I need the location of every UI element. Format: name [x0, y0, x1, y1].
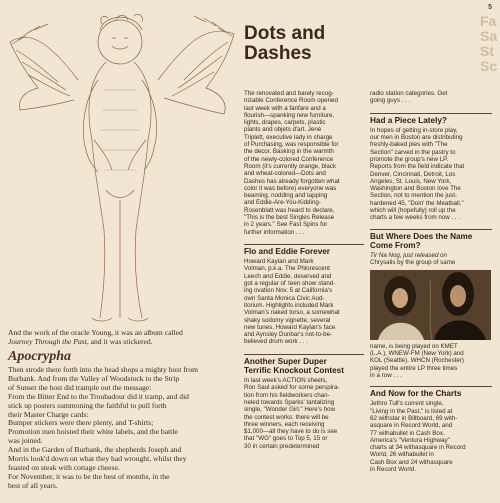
apocrypha-title: Apocrypha [8, 349, 71, 364]
apocrypha-line: Bumper stickers were there plenty, and T-shirts; [8, 418, 154, 428]
apocrypha-line: And in the Garden of Burbank, the shepherds Joseph and [8, 445, 182, 455]
apocrypha-line: of Sunset the host did trample out the message: [8, 382, 152, 392]
cherub-illustration [8, 0, 236, 328]
article-line: that "WG" goes to Top 5, 15 or [244, 435, 328, 443]
article-line: Volman's naked torso, a somewhat [244, 309, 340, 317]
article-line: Tir Na Nog, just released on [370, 252, 447, 260]
article-line: new tunes, Howard Kaylan's face [244, 323, 336, 331]
intro-line: And the work of the oracle Young, it was an album called [8, 328, 183, 337]
article-line: flourish—spanking new furniture, [244, 111, 335, 119]
article-line: Chrysalis by the group of same [370, 259, 456, 267]
article-line: got a regular ol' teen show stand- [244, 280, 336, 288]
article-line: three winners, each receiving [244, 420, 325, 428]
flo-and-eddie-article [244, 244, 364, 346]
article-line: Howard Kaylan and Mark [244, 258, 314, 266]
article-headline: Flo and Eddie Forever [244, 246, 330, 256]
article-line: 77 withabullet in Cash Box. [370, 429, 445, 437]
article-line: ing ovation Nov. 5 at California's [244, 287, 333, 295]
article-line: In hopes of getting in-store play, [370, 126, 458, 134]
article-headline: And Now for the Charts [370, 389, 462, 399]
article-headline: But Where Does the Name [370, 231, 473, 241]
article-line: tion from his fieldworkers chan- [244, 391, 330, 399]
headline-rule [370, 229, 492, 230]
article-line: Section" carved in the pastry to [370, 148, 456, 156]
article-line: Room (it's currently orange, black [244, 162, 336, 170]
pie-promo-article [370, 113, 492, 222]
article-line: charts a few weeks from now . . . [370, 214, 461, 222]
article-line: and Eddie-Are-You-Kidding- [244, 199, 321, 207]
album-title: Journey Through the Past [8, 337, 87, 346]
article-line: In last week's ACTION sheets, [244, 377, 328, 385]
article-line: Jethro Tull's current single, [370, 400, 444, 408]
heading-line: Dashes [244, 43, 312, 64]
article-line: "Living in the Past," is listed at [370, 407, 453, 415]
contest-article [244, 354, 364, 450]
article-line: Volman, p.k.a. The Phlorescent [244, 265, 330, 273]
apocrypha-line: their Master Charge cards: [8, 409, 89, 419]
article-line: promote the group's new LP. [370, 155, 449, 163]
article-line: and wheat-colored—Dots and [244, 170, 326, 178]
apocrypha-line: For November, it was to be the best of months, in the [8, 471, 170, 481]
article-line: America's "Ventura Highway" [370, 436, 450, 444]
page-number: 5 [488, 4, 492, 11]
article-line: Rosenblatt was heard to declare, [244, 206, 335, 214]
article-line: own Santa Monica Civic Aud- [244, 294, 325, 302]
article-line: $1,000—all they have to do is see [244, 428, 338, 436]
apocrypha-line: stick up posters summoning the faithful to pull forth [8, 400, 167, 410]
article-line: Cash Box and 24 withasquare [370, 458, 453, 466]
intro-suffix: , and it was stickered. [86, 337, 153, 346]
dots-and-dashes-section [244, 0, 494, 503]
article-line: the decor. Basking in the warmth [244, 148, 334, 156]
article-line: in Record World. [370, 466, 416, 474]
heading-line: Dots and [244, 23, 326, 44]
article-line: the contest works: there will be [244, 413, 329, 421]
article-line: color it was before) everyone was [244, 184, 337, 192]
article-line: going guys . . . [370, 97, 411, 105]
apocrypha-line: Morris look'd down on what they had wrought, whilst they [8, 454, 187, 464]
charts-article [370, 386, 492, 473]
article-headline: Terrific Knockout Contest [244, 365, 344, 375]
headline-rule [244, 354, 364, 355]
apocrypha-line: Then strode there forth into the head shops a mighty host from [8, 365, 199, 374]
article-line: hardened 45, "Doin' the Meatball," [370, 199, 464, 207]
article-line: shaky sodomy vignette, several [244, 316, 331, 324]
headline-rule [244, 244, 364, 245]
article-column-2 [370, 90, 492, 473]
article-line: "This is the best Singles Release [244, 214, 335, 222]
apocrypha-line: was joined. [8, 436, 43, 446]
apocrypha-line: Burbank. And from the Valley of Woodstock to the Strip [8, 373, 180, 383]
band-name-article [370, 229, 492, 379]
article-line: The renovated and barely recog- [244, 90, 334, 97]
headline-rule [370, 113, 492, 114]
article-column-1 [244, 90, 364, 450]
article-line: Triplett, executive lady in charge [244, 133, 333, 141]
apocrypha-line: best of all years. [8, 480, 58, 490]
apocrypha-line: Promotion men hoisted their white labels, and the battle [8, 427, 178, 437]
article-line: (L.A.), WNEW-FM (New York) and [370, 349, 464, 357]
bleed-line: Sc [480, 58, 498, 74]
apocrypha-body [8, 366, 236, 491]
left-column [8, 0, 236, 503]
article-line: nizable Conference Room opened [244, 97, 338, 105]
article-line: in 2 years." See Fast Spins for [244, 221, 328, 229]
article-line: in a row . . . [370, 371, 402, 379]
bleed-line: Fa [480, 14, 497, 29]
bleed-line: St [480, 43, 494, 59]
article-line: Washington and Boston love The [370, 185, 461, 193]
article-line: last week with a fanfare and a [244, 104, 326, 112]
article-line: Reports from the field indicate that [370, 163, 465, 171]
apocrypha-line: From the Bitter End to the Troubadour did it tramp, and did [8, 391, 189, 401]
article-line: of the newly-colored Conference [244, 155, 334, 163]
article-line: KOL (Seattle). WHCN (Rochester) [370, 357, 464, 365]
article-line: freshly-baked pies with "The [370, 141, 448, 149]
article-line: charts at 34 withasquare in Record [370, 444, 466, 452]
article-line: Angeles, St. Louis, New York, [370, 177, 452, 185]
article-line: Dashes has already forgotten what [244, 177, 340, 185]
article-line: lights, drapes, carpets, plastic [244, 119, 326, 127]
band-photo-image [370, 270, 491, 340]
article-line: Denver, Cincinnati, Detroit, Los [370, 170, 456, 178]
article-line: played the entire LP three times [370, 364, 458, 372]
article-line: which will (hopefully) roll up the [370, 207, 456, 215]
article-line: radio station categories. Get [370, 90, 448, 97]
article-line: and Aynsley Dunbar's not-to-be- [244, 331, 333, 339]
article-line: World, 26 withabullet in [370, 451, 434, 459]
article-headline: Another Super Duper [244, 356, 327, 366]
article-line: Section, not to mention the just- [370, 192, 458, 200]
article-line: our men in Boston are distributing [370, 134, 463, 142]
conference-room-article [244, 90, 364, 236]
article-line: further information . . . [244, 228, 305, 236]
article-line: 62 withstar in Billboard, 69 with- [370, 414, 458, 422]
headline-rule [370, 386, 492, 387]
article-line: believed drum work . . . [244, 338, 308, 346]
article-line: Leech and Eddie, deserved and [244, 272, 332, 280]
article-line: itorium. Highlights included Mark [244, 301, 334, 309]
article-headline: Come From? [370, 240, 421, 250]
article-line: asquare in Record World, and [370, 422, 453, 430]
article-line: of Purchasing, was responsible for [244, 141, 339, 149]
band-photo [370, 270, 491, 340]
article-line: neled towards Sparks' tantalizing [244, 399, 335, 406]
article-line: 30 in certain predetermined [244, 442, 320, 450]
article-line: beaming, nodding and tapping [244, 192, 328, 200]
bleed-line: Sa [480, 28, 498, 44]
intro-line [8, 337, 236, 346]
article-headline: Had a Piece Lately? [370, 115, 447, 125]
section-heading [244, 24, 325, 64]
article-line: name, is being played on KMET [370, 342, 458, 350]
article-line: Ron Saul asked for some perspira- [244, 384, 340, 392]
article-line: single, "Wonder Girl." Here's how [244, 406, 336, 414]
intro-paragraph [8, 328, 236, 346]
article-line: plants and objets d'art. Jené [244, 126, 322, 134]
apocrypha-line: feasted on steak with cottage cheese. [8, 462, 120, 472]
